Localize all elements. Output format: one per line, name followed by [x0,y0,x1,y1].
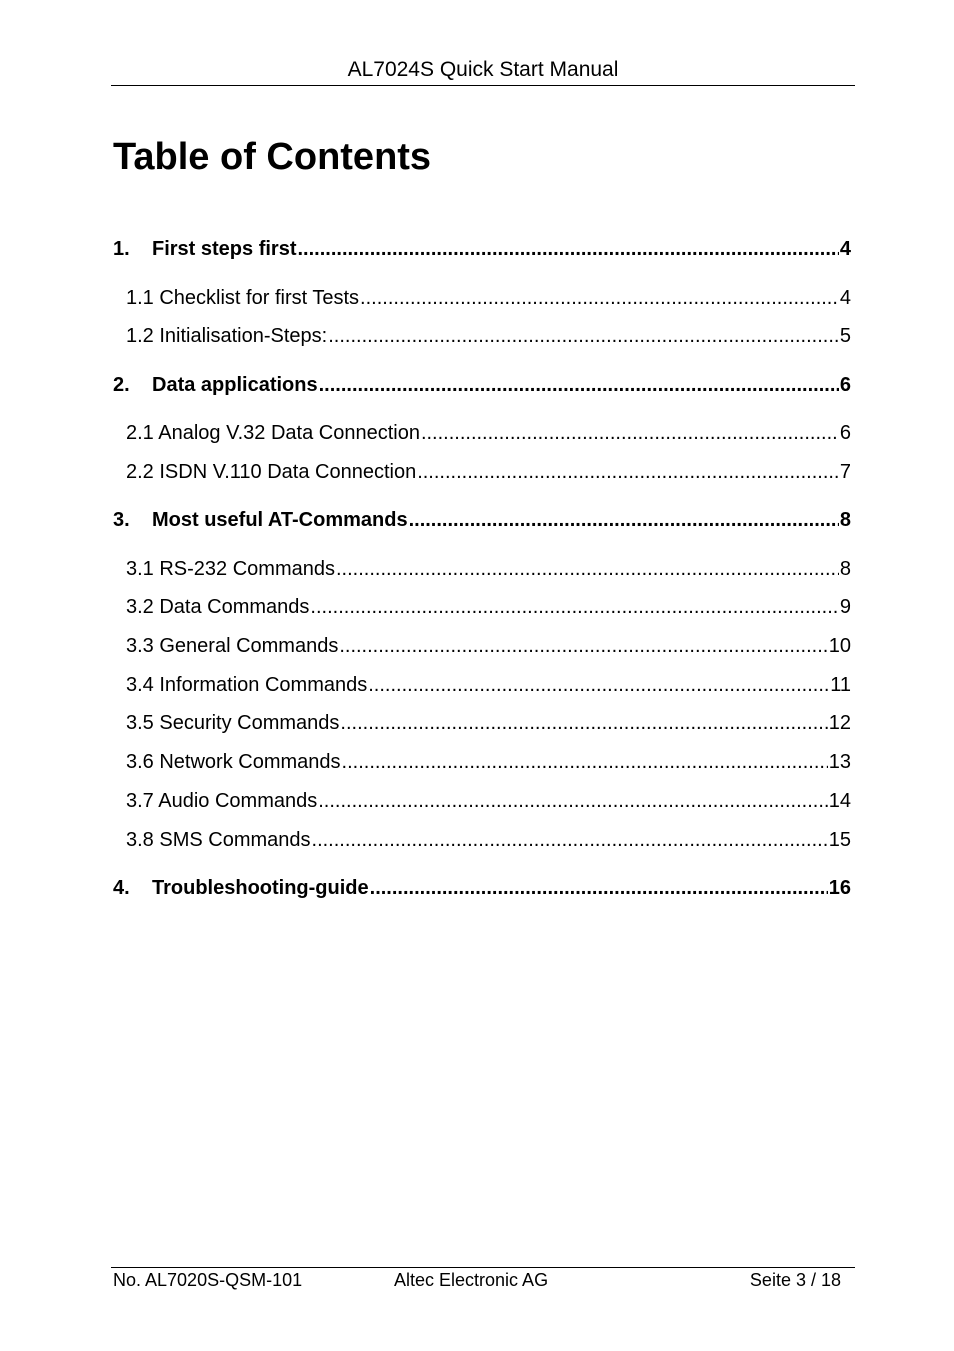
footer-document-number: No. AL7020S-QSM-101 [113,1270,303,1290]
toc-chapter-1[interactable] [113,237,851,261]
toc-page-number: 16 [828,877,851,899]
toc-page-number: 8 [839,509,851,531]
toc-page-number: 5 [839,325,851,347]
toc-page-number: 10 [828,635,851,657]
toc-section-2-2[interactable] [113,460,851,484]
toc-chapter-2[interactable] [113,373,851,397]
toc-page-number: 6 [839,422,851,444]
toc-leader [409,508,839,532]
toc-title: 3.3 General Commands [126,635,339,657]
toc-page-number: 13 [828,751,851,773]
toc-page-number: 4 [839,238,851,260]
toc-leader [340,711,827,735]
toc-leader [368,673,829,697]
toc-title: 3.8 SMS Commands [126,829,311,851]
toc-number: 4. [113,877,130,899]
toc-leader [312,828,828,852]
toc-page-number: 9 [839,596,851,618]
toc-title: 3.4 Information Commands [126,674,368,696]
toc-title: 3.7 Audio Commands [126,790,318,812]
toc-section-3-4[interactable] [113,673,851,697]
toc-section-1-2[interactable] [113,324,851,348]
toc-number: 1. [113,238,130,260]
toc-title: 2.1 Analog V.32 Data Connection [126,422,420,444]
toc-page-number: 11 [830,674,851,696]
toc-leader [318,789,828,813]
toc-leader [342,750,828,774]
toc-title: 3.2 Data Commands [126,596,310,618]
toc-title: Most useful AT-Commands [152,509,408,531]
toc-leader [421,421,839,445]
toc-title: Data applications [152,374,318,396]
toc-page-number: 14 [828,790,851,812]
toc-section-3-3[interactable] [113,634,851,658]
toc-page-number: 7 [839,461,851,483]
toc-leader [336,557,839,581]
toc-title: 3.5 Security Commands [126,712,340,734]
page-title: Table of Contents [113,136,432,178]
toc-number: 2. [113,374,130,396]
toc-leader [360,286,839,310]
toc-title: First steps first [152,238,297,260]
toc-page-number: 12 [828,712,851,734]
toc-title: 3.6 Network Commands [126,751,341,773]
toc-title: Troubleshooting-guide [152,877,369,899]
toc-leader [417,460,839,484]
toc-section-1-1[interactable] [113,286,851,310]
toc-section-3-2[interactable] [113,595,851,619]
toc-title: 1.1 Checklist for first Tests [126,287,360,309]
toc-section-3-8[interactable] [113,828,851,852]
toc-title: 2.2 ISDN V.110 Data Connection [126,461,417,483]
toc-page-number: 6 [839,374,851,396]
toc-section-3-6[interactable] [113,750,851,774]
toc-leader [319,373,839,397]
toc-section-2-1[interactable] [113,421,851,445]
toc-leader [297,237,838,261]
running-header: AL7024S Quick Start Manual [347,58,619,81]
footer-company: Altec Electronic AG [394,1270,549,1290]
toc-number: 3. [113,509,130,531]
toc-leader [328,324,839,348]
toc-title: 3.1 RS-232 Commands [126,558,335,580]
toc-section-3-7[interactable] [113,789,851,813]
header-divider [111,85,855,86]
footer-divider [111,1267,855,1268]
toc-leader [310,595,838,619]
toc-chapter-4[interactable] [113,876,851,900]
toc-leader [339,634,827,658]
toc-section-3-5[interactable] [113,711,851,735]
toc-chapter-3[interactable] [113,508,851,532]
toc-section-3-1[interactable] [113,557,851,581]
toc-leader [370,876,828,900]
toc-page-number: 15 [828,829,851,851]
toc-title: 1.2 Initialisation-Steps: [126,325,328,347]
toc-page-number: 8 [839,558,851,580]
footer-page-number: Seite 3 / 18 [749,1270,841,1290]
toc-page-number: 4 [839,287,851,309]
